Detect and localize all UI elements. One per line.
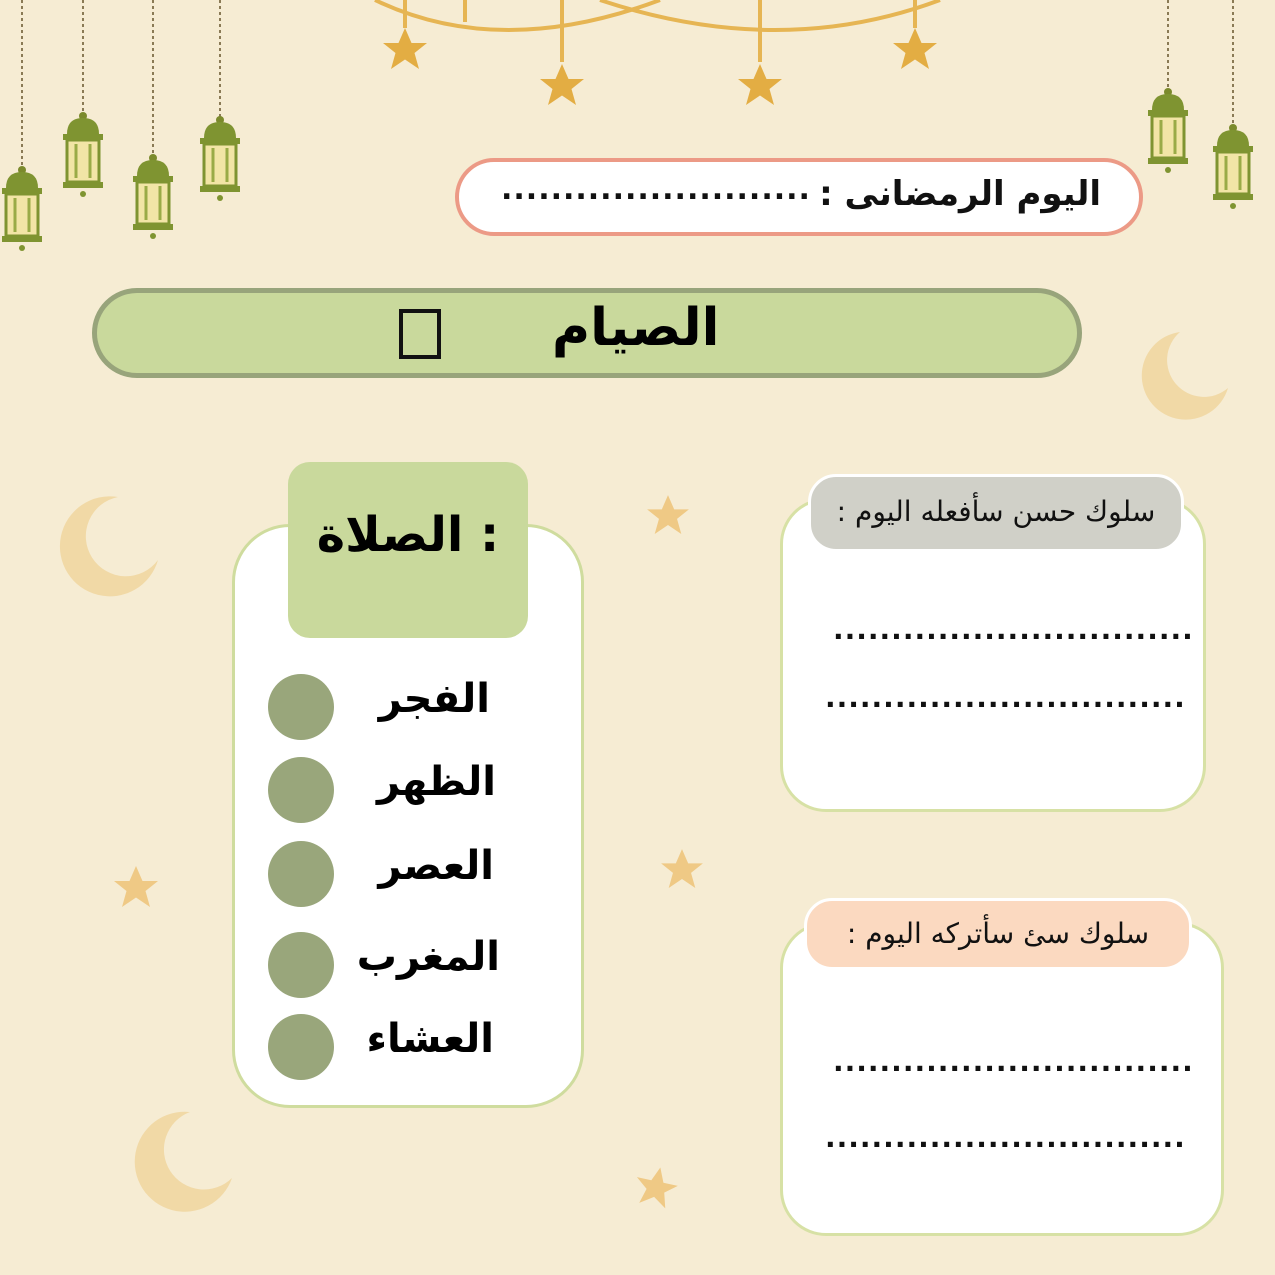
star-icon [383, 28, 937, 105]
prayer-item [268, 841, 528, 907]
checkbox-icon[interactable] [399, 309, 441, 359]
prayer-name: العشاء [366, 1016, 494, 1062]
ramadan-day-field[interactable] [455, 158, 1143, 236]
prayer-check-circle[interactable] [268, 1014, 334, 1080]
good-behavior-line[interactable]: ............................... [825, 681, 1186, 714]
good-behavior-title: سلوك حسن سأفعله اليوم : [836, 495, 1156, 528]
prayer-name: المغرب [356, 934, 500, 980]
prayer-item [268, 1014, 528, 1080]
prayer-name: الفجر [378, 676, 490, 722]
prayer-check-circle[interactable] [268, 757, 334, 823]
prayer-check-circle[interactable] [268, 932, 334, 998]
bad-behavior-line[interactable]: ............................... [825, 1121, 1186, 1154]
prayer-check-circle[interactable] [268, 674, 334, 740]
fasting-label: الصيام [552, 298, 720, 358]
bad-behavior-title: سلوك سئ سأتركه اليوم : [846, 917, 1150, 950]
prayer-header [288, 462, 528, 638]
good-behavior-header [808, 474, 1184, 552]
prayer-check-circle[interactable] [268, 841, 334, 907]
prayer-item [268, 932, 528, 998]
prayer-name: الظهر [377, 759, 496, 805]
fasting-bar [92, 288, 1082, 378]
prayer-item [268, 674, 528, 740]
ramadan-day-blank[interactable]: ......................... [501, 172, 811, 207]
prayer-name: العصر [378, 843, 494, 889]
prayer-item [268, 757, 528, 823]
prayer-title: الصلاة : [316, 507, 500, 563]
garland-decoration [375, 0, 940, 62]
good-behavior-line[interactable]: ............................... [833, 613, 1194, 646]
ramadan-day-label: اليوم الرمضانى : [819, 174, 1101, 214]
bad-behavior-line[interactable]: ............................... [833, 1045, 1194, 1078]
bad-behavior-header [804, 898, 1192, 970]
